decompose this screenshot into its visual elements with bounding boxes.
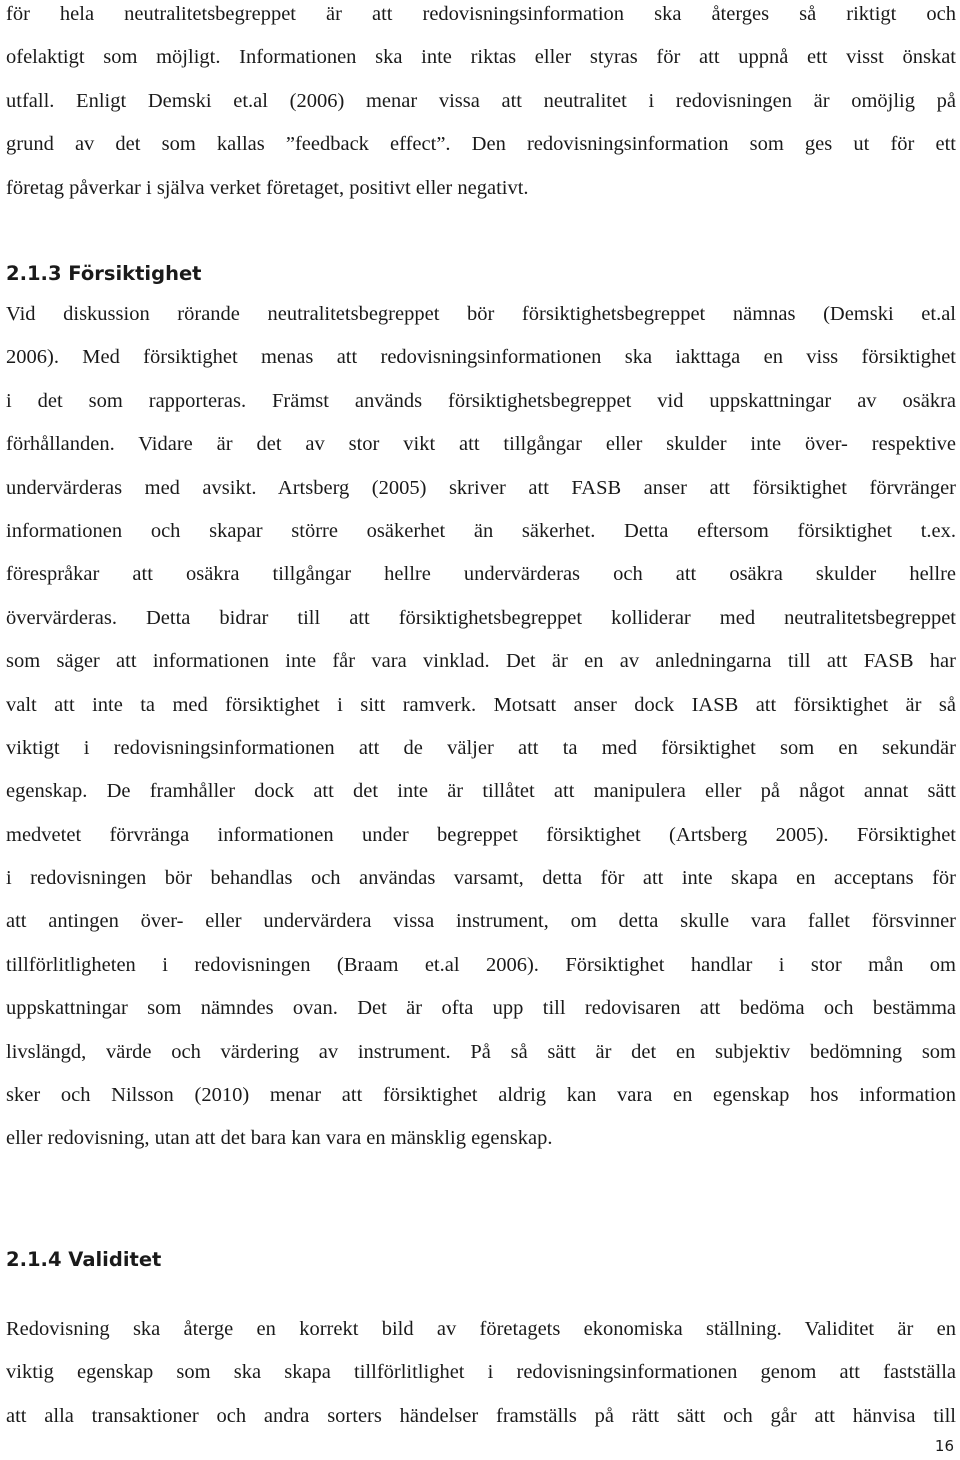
text-line: att antingen över- eller undervärdera vissa instrument, om detta skulle vara fallet försvinner bbox=[6, 910, 956, 933]
text-line: förespråkar att osäkra tillgångar hellre undervärderas och att osäkra skulder hellre bbox=[6, 563, 956, 586]
page-number: 16 bbox=[934, 1437, 954, 1455]
text-line: i det som rapporteras. Främst används försiktighetsbegreppet vid uppskattningar av osäkra bbox=[6, 389, 956, 412]
text-line: övervärderas. Detta bidrar till att försiktighetsbegreppet kolliderar med neutralitetsbegreppet bbox=[6, 606, 956, 629]
text-line: eller redovisning, utan att det bara kan vara en mänsklig egenskap. bbox=[6, 1127, 553, 1150]
text-line: Vid diskussion rörande neutralitetsbegreppet bör försiktighetsbegreppet nämnas (Demski et.al bbox=[6, 303, 956, 325]
paragraph-forsiktighet bbox=[6, 293, 956, 1161]
text-line: som säger att informationen inte får vara vinklad. Det är en av anledningarna till att FASB har bbox=[6, 650, 956, 673]
text-line: Redovisning ska återge en korrekt bild av företagets ekonomiska ställning. Validitet är en bbox=[6, 1318, 956, 1340]
text-line: tillförlitligheten i redovisningen (Braam et.al 2006). Försiktighet handlar i stor mån om bbox=[6, 953, 956, 976]
text-line: egenskap. De framhåller dock att det inte är tillåtet att manipulera eller på något annat sätt bbox=[6, 780, 956, 803]
paragraph-validitet bbox=[6, 1308, 956, 1438]
text-line: grund av det som kallas ”feedback effect”. Den redovisningsinformation som ges ut för ett bbox=[6, 133, 956, 156]
text-line: valt att inte ta med försiktighet i sitt ramverk. Motsatt anser dock IASB att försiktighet är så bbox=[6, 693, 956, 716]
section-heading-validitet: 2.1.4 Validitet bbox=[6, 1248, 162, 1271]
text-line: informationen och skapar större osäkerhet än säkerhet. Detta eftersom försiktighet t.ex. bbox=[6, 519, 956, 542]
text-line: i redovisningen bör behandlas och användas varsamt, detta för att inte skapa en acceptans för bbox=[6, 867, 956, 890]
paragraph-neutralitet-end bbox=[6, 0, 956, 210]
text-line: livslängd, värde och värdering av instrument. På så sätt är det en subjektiv bedömning som bbox=[6, 1040, 956, 1063]
section-heading-forsiktighet: 2.1.3 Försiktighet bbox=[6, 262, 202, 285]
text-line: sker och Nilsson (2010) menar att försiktighet aldrig kan vara en egenskap hos information bbox=[6, 1084, 956, 1107]
text-line: att alla transaktioner och andra sorters händelser framställs på rätt sätt och går att hänvisa till bbox=[6, 1404, 956, 1427]
text-line: undervärderas med avsikt. Artsberg (2005) skriver att FASB anser att försiktighet förvränger bbox=[6, 476, 956, 499]
text-line: företag påverkar i själva verket företaget, positivt eller negativt. bbox=[6, 176, 529, 199]
text-line: uppskattningar som nämndes ovan. Det är ofta upp till redovisaren att bedöma och bestämma bbox=[6, 997, 956, 1020]
text-line: utfall. Enligt Demski et.al (2006) menar vissa att neutralitet i redovisningen är omöjlig på bbox=[6, 89, 956, 112]
text-line: viktig egenskap som ska skapa tillförlitlighet i redovisningsinformationen genom att fastställa bbox=[6, 1361, 956, 1384]
text-line: viktigt i redovisningsinformationen att de väljer att ta med försiktighet som en sekundär bbox=[6, 736, 956, 759]
text-line: förhållanden. Vidare är det av stor vikt att tillgångar eller skulder inte över- respektive bbox=[6, 433, 956, 456]
text-line: för hela neutralitetsbegreppet är att redovisningsinformation ska återges så riktigt och bbox=[6, 3, 956, 25]
text-line: ofelaktigt som möjligt. Informationen ska inte riktas eller styras för att uppnå ett visst önskat bbox=[6, 46, 956, 69]
text-line: medvetet förvränga informationen under begreppet försiktighet (Artsberg 2005). Försiktighet bbox=[6, 823, 956, 846]
text-line: 2006). Med försiktighet menas att redovisningsinformationen ska iakttaga en viss försiktighet bbox=[6, 346, 956, 369]
